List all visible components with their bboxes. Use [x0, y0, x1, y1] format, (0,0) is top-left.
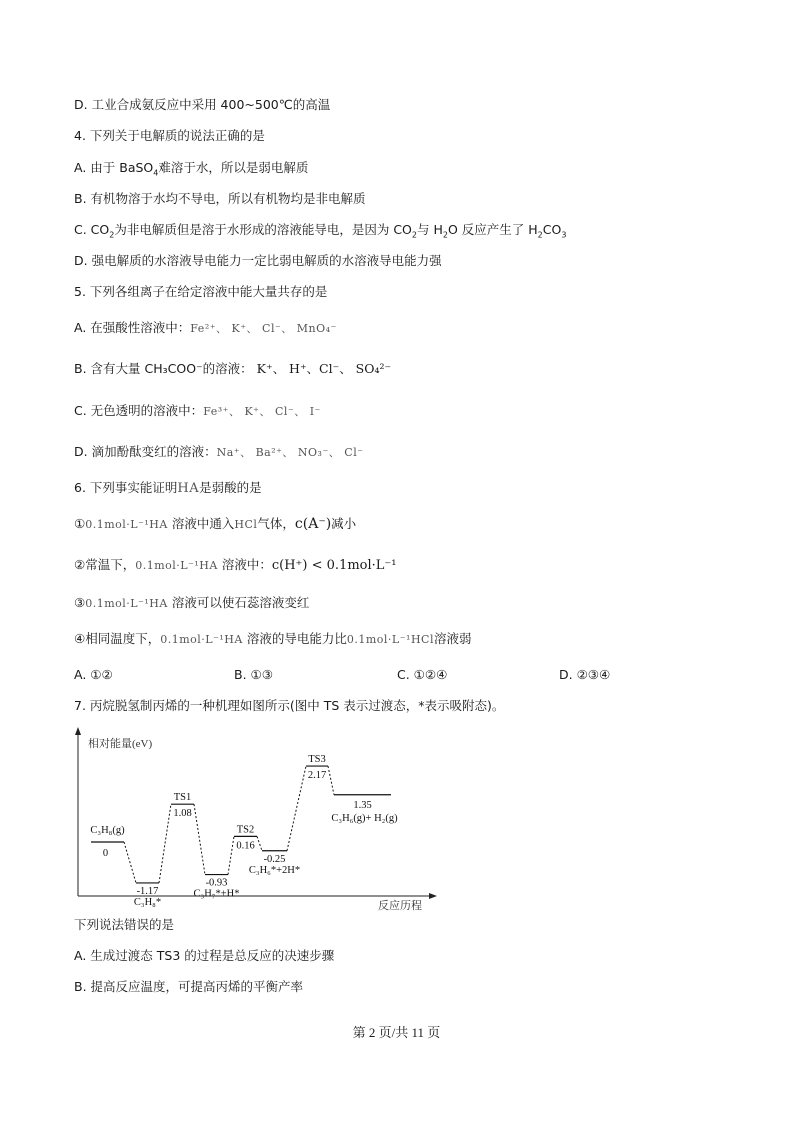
q6-title: 6. 下列事实能证明HA是弱酸的是 — [74, 480, 262, 496]
q6-statement-3: ③0.1mol·L⁻¹HA 溶液可以使石蕊溶液变红 — [74, 595, 310, 610]
value-label-1: -1.17 — [136, 885, 159, 897]
q4-option-a: A. 由于 BaSO$_4$难溶于水，所以是弱电解质 — [74, 160, 309, 178]
path-connector-3 — [228, 836, 234, 874]
q3-option-d: D. 工业合成氨反应中采用 400~500℃的高温 — [74, 97, 331, 112]
path-connector-5 — [287, 766, 306, 851]
species-label-4: TS2 — [236, 824, 255, 836]
species-label-1: C₃H₈* — [133, 896, 162, 908]
q4-option-b: B. 有机物溶于水均不导电，所以有机物均是非电解质 — [74, 191, 366, 206]
species-label-2: TS1 — [173, 792, 192, 804]
species-label-5: C₃H₆*+2H* — [248, 864, 301, 876]
q5-option-d: D. 滴加酚酞变红的溶液：Na⁺、 Ba²⁺、 NO₃⁻、 Cl⁻ — [74, 444, 364, 459]
q6-option-a: A. ①② — [74, 667, 113, 682]
q6-option-d: D. ②③④ — [559, 667, 611, 682]
value-label-4: 0.16 — [236, 840, 255, 852]
q5-title: 5. 下列各组离子在给定溶液中能大量共存的是 — [74, 284, 328, 299]
value-label-7: 1.35 — [353, 799, 372, 811]
path-connector-6 — [328, 766, 334, 795]
q6-statement-1: ①0.1mol·L⁻¹HA 溶液中通入HCl气体，c(A⁻)减小 — [74, 516, 357, 532]
q7-question: 下列说法错误的是 — [74, 917, 175, 932]
q4-option-d: D. 强电解质的水溶液导电能力一定比弱电解质的水溶液导电能力强 — [74, 253, 442, 268]
value-label-6: 2.17 — [307, 770, 327, 782]
value-label-3: -0.93 — [205, 877, 228, 889]
q6-statement-2: ②常温下，0.1mol·L⁻¹HA 溶液中：c(H⁺) < 0.1mol·L⁻¹ — [74, 557, 397, 573]
path-connector-4 — [257, 836, 262, 850]
path-connector-0 — [124, 842, 136, 883]
q5-option-c: C. 无色透明的溶液中：Fe³⁺、 K⁺、 Cl⁻、 I⁻ — [74, 403, 321, 418]
q4-option-c: C. $CO_2$为非电解质但是溶于水形成的溶液能导电，是因为 $CO_2$与 $H_2O$ 反应产生了 $H_2CO_3$ — [74, 222, 567, 240]
path-connector-1 — [159, 804, 171, 883]
species-label-3: C₃H₇*+H* — [193, 888, 240, 900]
value-label-2: 1.08 — [173, 808, 192, 820]
y-axis — [75, 727, 81, 896]
species-label-0: C₃H₈(g) — [90, 825, 125, 836]
species-label-7: C₃H₆(g)+ H₂(g) — [331, 812, 398, 824]
q4-title: 4. 下列关于电解质的说法正确的是 — [74, 128, 265, 143]
q6-statement-4: ④相同温度下，0.1mol·L⁻¹HA 溶液的导电能力比0.1mol·L⁻¹HCl溶液弱 — [74, 631, 472, 646]
q7-option-a: A. 生成过渡态 TS3 的过程是总反应的决速步骤 — [74, 948, 335, 963]
x-axis — [78, 893, 437, 899]
path-connector-2 — [194, 804, 205, 874]
q7-option-b: B. 提高反应温度，可提高丙烯的平衡产率 — [74, 979, 304, 994]
q6-option-c: C. ①②④ — [397, 667, 448, 682]
value-label-5: -0.25 — [263, 853, 286, 865]
y-axis-label: 相对能量(eV) — [88, 738, 153, 750]
species-label-6: TS3 — [308, 754, 326, 766]
q6-option-b: B. ①③ — [234, 667, 273, 682]
x-axis-label: 反应历程 — [378, 900, 422, 912]
value-label-0: 0 — [102, 848, 109, 859]
q5-option-a: A. 在强酸性溶液中：Fe²⁺、 K⁺、 Cl⁻、 MnO₄⁻ — [74, 320, 337, 335]
page-footer: 第 2 页/共 11 页 — [352, 1025, 441, 1040]
q5-option-b: B. 含有大量 CH₃COO⁻的溶液： K⁺、 H⁺、Cl⁻、 SO₄²⁻ — [74, 361, 392, 376]
q7-title: 7. 丙烷脱氢制丙烯的一种机理如图所示(图中 TS 表示过渡态，*表示吸附态)。 — [74, 698, 505, 713]
